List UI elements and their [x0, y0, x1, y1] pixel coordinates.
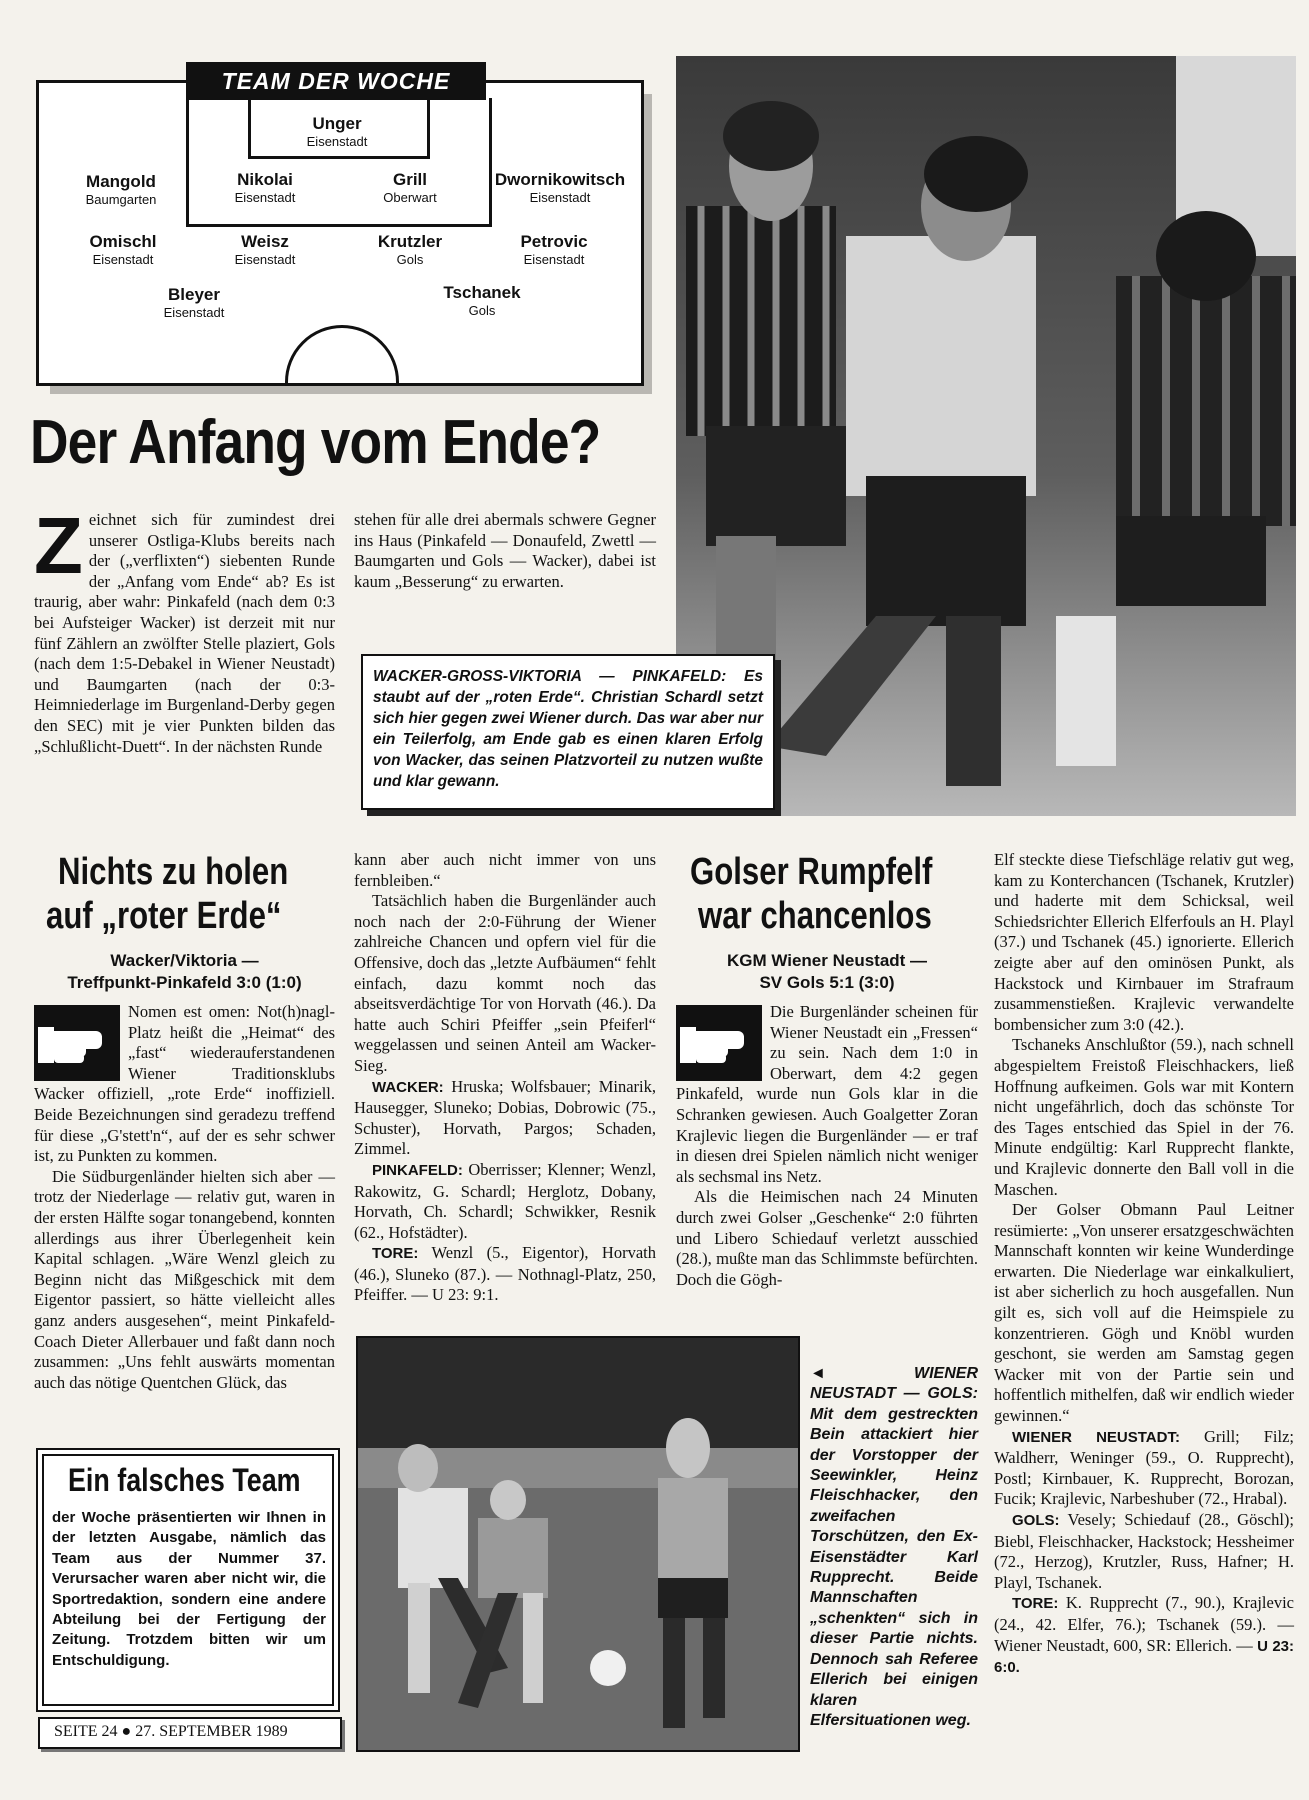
article-2-column-2 [994, 850, 1294, 1679]
article-1-headline-line-1: Nichts zu holen [58, 851, 289, 893]
photo-1-caption-box [361, 654, 775, 810]
team-of-week-title: TEAM DER WOCHE [186, 62, 486, 100]
lineup-pinkafeld [354, 1160, 656, 1243]
article-2-paragraph: Als die Heimischen nach 24 Minuten durch zwei Golser „Geschenke“ 2:0 führten und Libero Schiedauf verletzt ausschied (28.), mußte man das Schlimmste befürchten. Doch die Gögh- [676, 1187, 978, 1289]
pointing-hand-icon [676, 1005, 762, 1081]
player-club: Eisenstadt [523, 252, 585, 267]
player-club: Eisenstadt [306, 134, 368, 149]
player-name: Tschanek [443, 283, 521, 302]
player-name: Omischl [89, 232, 157, 251]
article-1-subheadline-2: Treffpunkt-Pinkafeld 3:0 (1:0) [67, 973, 302, 992]
player [335, 170, 485, 205]
lineup-gols [994, 1510, 1294, 1593]
lineup-wiener-neustadt [994, 1427, 1294, 1510]
photo-2-caption: ◄ WIENER NEUSTADT — GOLS: Mit dem gestreckten Bein attackiert hier der Vorstopper der Seewinkler, Heinz Fleischhacker, den zweifachen Torschützen, den Ex-Eisenstädter Karl Rupprecht. Beide Mannschaften „schenkten“ sich in dieser Partie nichts. Dennoch sah Referee Ellerich bei einigen klaren Elfersituationen weg. [810, 1365, 978, 1729]
player [480, 170, 640, 205]
article-2-subheadline-1: KGM Wiener Neustadt — [726, 951, 928, 970]
player [190, 232, 340, 267]
article-2-column-1 [676, 1002, 978, 1290]
article-2-paragraph: Der Golser Obmann Paul Leitner resümierte: „Von unserer ersatzgeschwächten Mannschaft konnten wir keine Wunderdinge erwarten. Die Niederlage war einkalkuliert, ist aber sicherlich zu hoch ausgefallen. Nun gilt es, sich voll auf die Heimspiele zu konzentrieren. Gögh und Knöbl wurden geschont, sie werden am Samstag gegen Wacker mit von der Partie sein und hoffentlich mithelfen, daß wir endlich wieder gewinnen.“ [994, 1200, 1294, 1426]
player-name: Unger [312, 114, 362, 133]
player [190, 170, 340, 205]
article-2-headline-line-1: Golser Rumpfelf [690, 851, 933, 893]
goals-label: TORE: [372, 1245, 419, 1263]
player [335, 232, 485, 267]
player-club: Eisenstadt [234, 252, 296, 267]
lineup-text: Grill; Filz; Waldherr, Weninger (59., O. Rupprecht), Postl; Kirnbauer, K. Rupprecht, Borozan, Fucik; Krajlevic, Narbeshuber (72., Hrabal). [994, 1426, 1295, 1509]
article-1-subheadline-1: Wacker/Viktoria — [110, 951, 259, 970]
article-1-paragraph: Nomen est omen: Not(h)nagl-Platz heißt die „Heimat“ des „fast“ wiederauferstandenen Wiener Traditionsklubs Wacker offiziell, „rote Erde“ inoffiziell. Beide Bezeichnungen sind geradezu treffend für diese „G'stett'n“, auf der es sehr schwer ist, zu Punkten zu kommen. [34, 1002, 335, 1166]
page-footer [38, 1717, 342, 1749]
goals-text: Wenzl (5., Eigentor), Horvath (46.), Sluneko (87.). — Nothnagl-Platz, 250, Pfeiffer. — U 23: 9:1. [354, 1243, 657, 1305]
article-1-column-2 [354, 850, 656, 1306]
player-name: Dwornikowitsch [494, 170, 626, 189]
article-1-paragraph: Die Südburgenländer hielten sich aber — trotz der Niederlage — relativ gut, waren in der ersten Hälfte sogar tonangebend, konnten allerdings aus ihrer Überlegenheit kein Kapital schlagen. „Wäre Wenzl gleich zu Beginn nicht das Mißgeschick mit dem Eigentor passiert, so hätte vielleicht alles ganz anders ausgesehen“, meint Pinkafeld-Coach Dieter Allerbauer und faßt dann noch zusammen: „Uns fehlt auswärts momentan auch das nötige Quentchen Glück, das [34, 1166, 335, 1392]
center-circle [285, 325, 399, 386]
player-club: Eisenstadt [163, 305, 225, 320]
player [407, 283, 557, 318]
article-1-paragraph: kann aber auch nicht immer von uns fernbleiben.“ [354, 850, 656, 890]
player-name: Bleyer [168, 285, 220, 304]
article-1-headline-line-2: auf „roter Erde“ [46, 895, 282, 937]
player-name: Krutzler [377, 232, 443, 251]
player-club: Baumgarten [85, 192, 157, 207]
lineup-wacker [354, 1077, 656, 1160]
player [48, 232, 198, 267]
match-photo-2 [356, 1336, 800, 1752]
article-1-paragraph: Tatsächlich haben die Burgenländer auch noch nach der 2:0-Führung der Wiener zahlreiche Chancen und opfern viel für die Offensive, doch das „letzte Aufbäumen“ fehlt einfach, dazu kommt noch das abseitsverdächtige Tor von Horvath (46.). Da hatte auch Schiri Pfeiffer „sein Pfeiferl“ weggelassen und seinen Anteil am Wacker-Sieg. [354, 891, 656, 1075]
lead-column-1 [34, 501, 335, 757]
lineup-label: WIENER NEUSTADT: [1012, 1428, 1180, 1446]
player-club: Eisenstadt [92, 252, 154, 267]
lineup-label: GOLS: [1012, 1512, 1060, 1529]
player-name: Nikolai [237, 170, 293, 189]
lineup-text: Hruska; Wolfsbauer; Minarik, Hausegger, Sluneko; Dobias, Dobrowic (75., Schuster), Horvath, Pargos; Schaden, Zimmel. [354, 1076, 656, 1159]
correction-notice-text: der Woche präsentierten wir Ihnen in der letzten Ausgabe, nämlich das Team aus der Nummer 37. Verursacher waren aber nicht wir, die Sportredaktion, sondern eine andere Abteilung bei der Fertigung der Zeitung. Trotzdem bitten wir um Entschuldigung. [52, 1509, 326, 1669]
lineup-text: Oberrisser; Klenner; Wenzl, Rakowitz, G. Schardl; Herglotz, Dobany, Horvath, Ch. Schardl; Schwikker, Resnik (62., Hofstädter). [354, 1159, 657, 1242]
player-name: Petrovic [520, 232, 588, 251]
player [46, 172, 196, 207]
player-club: Eisenstadt [529, 190, 591, 205]
player-club: Eisenstadt [234, 190, 296, 205]
article-2-paragraph: Die Burgenländer scheinen für Wiener Neustadt ein „Fressen“ zu sein. Nach dem 1:0 in Oberwart, dem 4:2 gegen Pinkafeld, wurde nun Gols klar in die Schranken gewiesen. Auch Goalgetter Zoran Krajlevic liegen die Burgenländer — er traf in diesen drei Spielen nämlich nicht weniger als sechsmal ins Netz. [676, 1002, 978, 1186]
page-footer-text: SEITE 24 ● 27. SEPTEMBER 1989 [54, 1723, 288, 1740]
article-2-subheadline-2: SV Gols 5:1 (3:0) [759, 973, 895, 992]
article-1-column-1 [34, 1002, 335, 1393]
player-club: Gols [468, 303, 496, 318]
main-headline: Der Anfang vom Ende? [30, 408, 601, 477]
correction-notice-title: Ein falsches Team [68, 1462, 301, 1498]
lineup-label: WACKER: [372, 1078, 444, 1096]
photo-1-caption: WACKER-GROSS-VIKTORIA — PINKAFELD: Es staubt auf der „roten Erde“. Christian Schardl setzt sich hier gegen zwei Wiener durch. Das war aber nur ein Teilerfolg, am Ende gab es einen klaren Erfolg von Wacker, das seinen Platzvorteil zu nutzen wußte und klar gewann. [373, 668, 763, 790]
player-name: Weisz [241, 232, 289, 251]
goals-text: K. Rupprecht (7., 90.), Krajlevic (24., 42. Elfer, 76.); Tschanek (59.). — Wiener Neustadt, 600, SR: Ellerich. — [994, 1593, 1294, 1655]
lead-text-1: eichnet sich für zumindest drei unserer Ostliga-Klubs bereits nach der („verflixten“) siebenten Runde der „Anfang vom Ende“ ab? Es ist traurig, aber wahr: Pinkafeld (nach dem 0:3 bei Aufsteiger Wacker) ist derzeit mit nur fünf Zählern an zwölfter Stelle plaziert, Gols (nach dem 1:5-Debakel in Wiener Neustadt) und Baumgarten (nach der 0:3-Heimniederlage im Burgenland-Derby gegen den SEC) mit je vier Punkten bilden das „Schlußlicht-Duett“. In der nächsten Runde [34, 510, 335, 756]
drop-cap: Z [34, 501, 83, 590]
player-name: Grill [392, 170, 427, 189]
match-photo-2-image [358, 1338, 798, 1750]
lead-column-2: stehen für alle drei abermals schwere Gegner ins Haus (Pinkafeld — Donaufeld, Zwettl — Baumgarten und Gols — Wacker), dabei ist kaum „Besserung“ zu erwarten. [354, 510, 656, 591]
u23-result: U 23: 6:0. [994, 1637, 1295, 1677]
correction-notice-box [36, 1448, 340, 1712]
goals-label: TORE: [1012, 1595, 1059, 1613]
player [119, 285, 269, 320]
goals-article-1 [354, 1243, 656, 1306]
player-club: Gols [396, 252, 424, 267]
pointing-hand-icon [34, 1005, 120, 1081]
player-name: Mangold [86, 172, 156, 191]
article-2-headline-line-2: war chancenlos [698, 895, 932, 937]
goals-article-2 [994, 1593, 1294, 1678]
player-club: Oberwart [383, 190, 437, 205]
player [479, 232, 629, 267]
lineup-text: Vesely; Schiedauf (28., Göschl); Biebl, Fleischhacker, Hackstock; Hessheimer (72., Herzog), Krutzler, Russ, Hafner; H. Playl, Tschanek. [994, 1510, 1294, 1592]
lineup-label: PINKAFELD: [372, 1161, 463, 1179]
player-goalkeeper [262, 114, 412, 149]
article-2-paragraph: Tschaneks Anschlußtor (59.), nach schnell abgespieltem Freistoß Fleischhackers, ließ Hoffnung aufkeimen. Gols war mit Kontern nicht ungefährlich, doch das schönste Tor des Tages entschied das Spiel in der 76. Minute endgültig: Karl Rupprecht flankte, und Krajlevic donnerte den Ball voll in die Maschen. [994, 1035, 1294, 1199]
article-2-paragraph: Elf steckte diese Tiefschläge relativ gut weg, kam zu Konterchancen (Tschanek, Krutzler) und haderte mit dem Schicksal, weil Schiedsrichter Ellerich Elferfouls an H. Playl (37.) und Tschanek (45.) ignorierte. Ellerich zeigte aber auf den ominösen Punkt, als Hackstock und Kirnbauer im Strafraum zusammenstießen. Krajlevic verwandelte bombensicher zum 3:0 (42.). [994, 850, 1294, 1034]
